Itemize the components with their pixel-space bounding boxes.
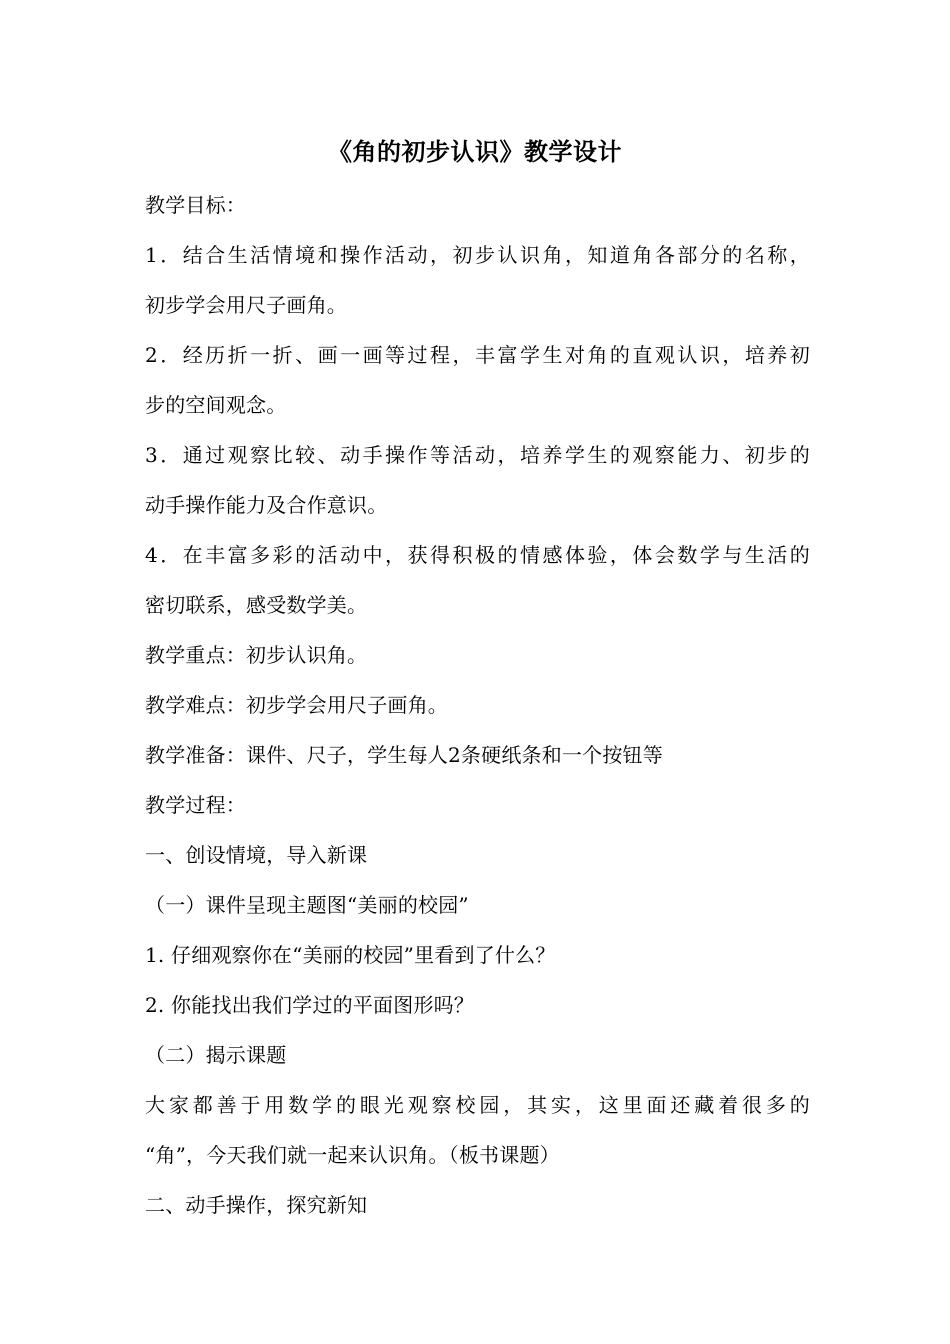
paragraph-line-2: “角”，今天我们就一起来认识角。（板书课题） [145, 1143, 560, 1167]
paragraph-line-1: 大家都善于用数学的眼光观察校园，其实，这里面还藏着很多的 [145, 1093, 810, 1117]
objective-4-line-2: 密切联系，感受数学美。 [145, 593, 368, 617]
document-title: 《角的初步认识》教学设计 [328, 137, 622, 166]
section-heading-objectives: 教学目标： [145, 193, 246, 217]
process-step-2-heading: 二、动手操作，探究新知 [145, 1193, 368, 1217]
objective-2-line-2: 步的空间观念。 [145, 393, 287, 417]
section-heading-process: 教学过程： [145, 793, 246, 817]
objective-2-line-1: 2．经历折一折、画一画等过程，丰富学生对角的直观认识，培养初 [145, 343, 810, 367]
process-step-1-heading: 一、创设情境，导入新课 [145, 843, 368, 867]
preparation: 教学准备：课件、尺子，学生每人2条硬纸条和一个按钮等 [145, 743, 663, 767]
objective-3-line-2: 动手操作能力及合作意识。 [145, 493, 388, 517]
document-body [145, 180, 810, 1230]
key-point: 教学重点：初步认识角。 [145, 643, 368, 667]
objective-1-line-2: 初步学会用尺子画角。 [145, 293, 347, 317]
difficulty-point: 教学难点：初步学会用尺子画角。 [145, 693, 448, 717]
question-2: 2. 你能找出我们学过的平面图形吗？ [145, 993, 475, 1017]
objective-4-line-1: 4．在丰富多彩的活动中，获得积极的情感体验，体会数学与生活的 [145, 543, 810, 567]
substep-2-heading: （二）揭示课题 [145, 1043, 287, 1067]
substep-1-heading: （一）课件呈现主题图“美丽的校园” [145, 893, 469, 917]
question-1: 1. 仔细观察你在“美丽的校园”里看到了什么？ [145, 943, 556, 967]
objective-3-line-1: 3．通过观察比较、动手操作等活动，培养学生的观察能力、初步的 [145, 443, 810, 467]
objective-1-line-1: 1．结合生活情境和操作活动，初步认识角，知道角各部分的名称， [145, 243, 810, 267]
